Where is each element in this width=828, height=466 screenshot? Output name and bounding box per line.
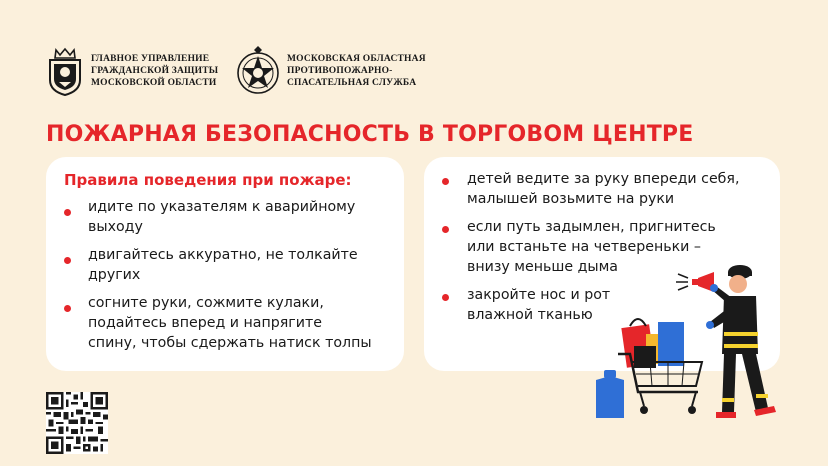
- rule-item-6-line-1: закройте нос и рот: [467, 287, 611, 303]
- rule-item-6-line-2: влажной тканью: [467, 307, 593, 323]
- rule-item-2: [88, 245, 358, 285]
- bullet-icon: [64, 305, 71, 312]
- rule-item-1-line-1: идите по указателям к аварийному: [88, 199, 356, 215]
- org1-line-1: ГЛАВНОЕ УПРАВЛЕНИЕ: [91, 54, 210, 64]
- bullet-icon: [64, 209, 71, 216]
- rule-item-5-line-2: или встаньте на четвереньки –: [467, 239, 701, 255]
- rule-item-4-line-2: малышей возьмите на руки: [467, 191, 675, 207]
- rule-item-3-line-2: подайтесь вперед и напрягите: [88, 315, 322, 331]
- rule-item-1: [88, 197, 355, 237]
- page-title: ПОЖАРНАЯ БЕЗОПАСНОСТЬ В ТОРГОВОМ ЦЕНТРЕ: [46, 122, 694, 147]
- org-fire-rescue-service: [236, 46, 426, 96]
- org2-line-3: СПАСАТЕЛЬНАЯ СЛУЖБА: [287, 78, 417, 88]
- rule-item-4-line-1: детей ведите за руку впереди себя,: [467, 171, 740, 187]
- moscow-oblast-coat-of-arms-icon: [46, 46, 84, 96]
- firefighter-megaphone-shopping-cart-illustration: [588, 262, 784, 422]
- org2-line-1: МОСКОВСКАЯ ОБЛАСТНАЯ: [287, 54, 426, 64]
- bullet-icon: [442, 294, 449, 301]
- org2-line-2: ПРОТИВОПОЖАРНО-: [287, 66, 393, 76]
- rule-item-3-line-3: спину, чтобы сдержать натиск толпы: [88, 335, 372, 351]
- bullet-icon: [442, 226, 449, 233]
- org1-line-2: ГРАЖДАНСКОЙ ЗАЩИТЫ: [91, 66, 219, 76]
- rule-item-2-line-1: двигайтесь аккуратно, не толкайте: [88, 247, 358, 263]
- org1-line-3: МОСКОВСКОЙ ОБЛАСТИ: [91, 78, 217, 88]
- rules-card-left: [46, 157, 404, 371]
- rule-item-1-line-2: выходу: [88, 219, 143, 235]
- rule-item-5-line-3: внизу меньше дыма: [467, 259, 619, 275]
- rule-item-4: [467, 169, 739, 209]
- fire-rescue-service-emblem-icon: [236, 46, 280, 96]
- rule-item-5-line-1: если путь задымлен, пригнитесь: [467, 219, 716, 235]
- org-gu-civil-defense: [46, 46, 218, 96]
- bullet-icon: [442, 178, 449, 185]
- rule-item-3: [88, 293, 372, 353]
- qr-code-icon: [46, 392, 108, 454]
- rule-item-2-line-2: других: [88, 267, 141, 283]
- bullet-icon: [64, 257, 71, 264]
- rule-item-3-line-1: согните руки, сожмите кулаки,: [88, 295, 324, 311]
- rules-heading: Правила поведения при пожаре:: [64, 171, 352, 189]
